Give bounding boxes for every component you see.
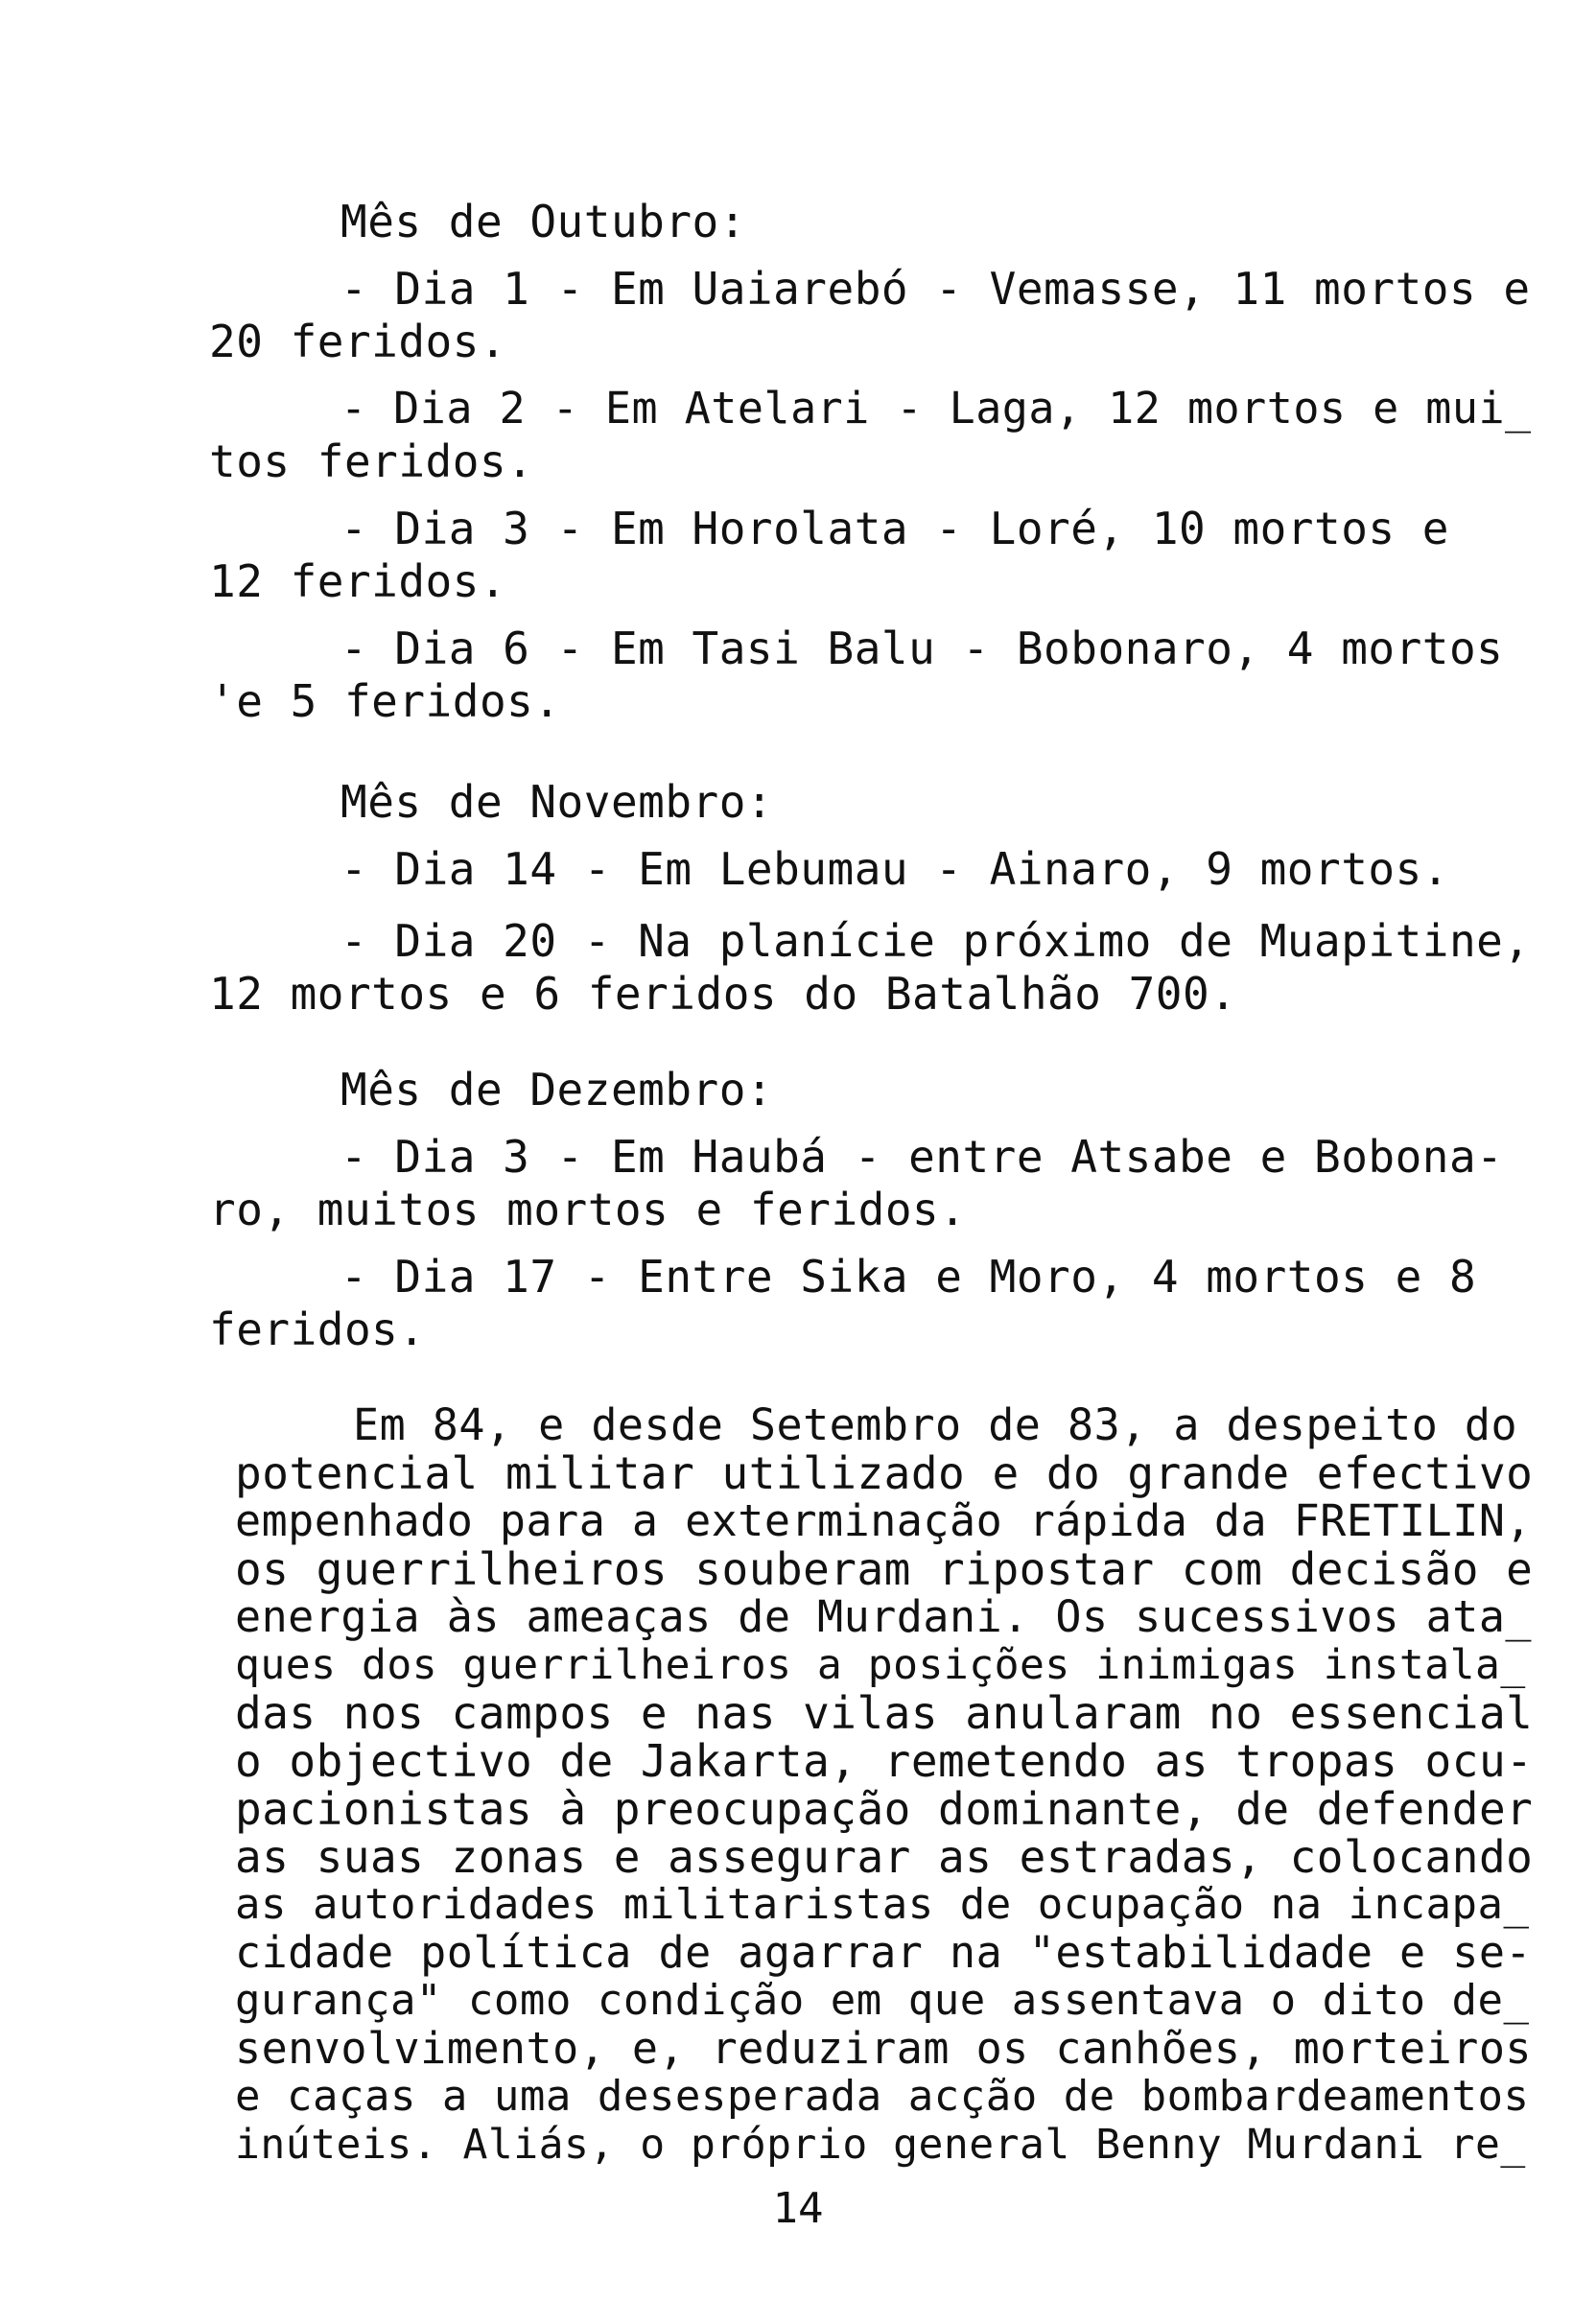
entry-line: - Dia 2 - Em Atelari - Laga, 12 mortos e mui_ — [340, 383, 1532, 434]
paragraph-line: ques dos guerrilheiros a posições inimigas instala_ — [235, 1641, 1526, 1689]
month-heading-outubro: Mês de Outubro: — [340, 196, 746, 247]
entry-line: - Dia 3 - Em Haubá - entre Atsabe e Bobona- — [340, 1131, 1504, 1183]
paragraph-line: cidade política de agarrar na "estabilidade e se- — [235, 1927, 1533, 1978]
entry-line: feridos. — [209, 1304, 426, 1355]
month-heading-dezembro: Mês de Dezembro: — [340, 1064, 774, 1116]
paragraph-line: os guerrilheiros souberam ripostar com decisão e — [235, 1543, 1534, 1595]
entry-line: - Dia 6 - Em Tasi Balu - Bobonaro, 4 mortos — [340, 622, 1504, 674]
paragraph-line: e caças a uma desesperada acção de bombardeamentos — [235, 2072, 1530, 2121]
entry-line: 20 feridos. — [209, 316, 507, 367]
entry-line: - Dia 14 - Em Lebumau - Ainaro, 9 mortos. — [340, 843, 1449, 895]
paragraph-line: Em 84, e desde Setembro de 83, a despeito do — [353, 1399, 1518, 1450]
entry-line: tos feridos. — [209, 435, 534, 487]
paragraph-line: empenhado para a exterminação rápida da FRETILIN, — [235, 1495, 1533, 1546]
entry-line: - Dia 17 - Entre Sika e Moro, 4 mortos e 8 — [340, 1251, 1477, 1303]
paragraph-line: as autoridades militaristas de ocupação na incapa_ — [235, 1880, 1530, 1929]
entry-line: - Dia 1 - Em Uaiarebó - Vemasse, 11 mortos e — [340, 263, 1531, 315]
entry-line: ro, muitos mortos e feridos. — [209, 1184, 967, 1235]
entry-line: 12 feridos. — [209, 555, 507, 607]
entry-line: 'e 5 feridos. — [209, 675, 561, 727]
paragraph-line: potencial militar utilizado e do grande efectivo — [235, 1447, 1534, 1499]
paragraph-line: gurança" como condição em que assentava o dito de_ — [235, 1976, 1530, 2025]
paragraph-line: senvolvimento, e, reduziram os canhões, morteiros — [235, 2023, 1533, 2074]
paragraph-line: das nos campos e nas vilas anularam no essencial — [235, 1687, 1534, 1739]
month-heading-novembro: Mês de Novembro: — [340, 776, 774, 828]
page-number: 14 — [772, 2184, 824, 2233]
paragraph-line: as suas zonas e assegurar as estradas, colocando — [235, 1831, 1534, 1883]
entry-line: - Dia 20 - Na planície próximo de Muapitine, — [340, 915, 1531, 967]
paragraph-line: inúteis. Aliás, o próprio general Benny Murdani re_ — [235, 2121, 1526, 2169]
paragraph-line: pacionistas à preocupação dominante, de defender — [235, 1783, 1534, 1835]
paragraph-line: o objectivo de Jakarta, remetendo as tropas ocu- — [235, 1735, 1534, 1787]
paragraph-line: energia às ameaças de Murdani. Os sucessivos ata_ — [235, 1591, 1533, 1642]
entry-line: - Dia 3 - Em Horolata - Loré, 10 mortos e — [340, 503, 1449, 554]
entry-line: 12 mortos e 6 feridos do Batalhão 700. — [209, 968, 1237, 1020]
